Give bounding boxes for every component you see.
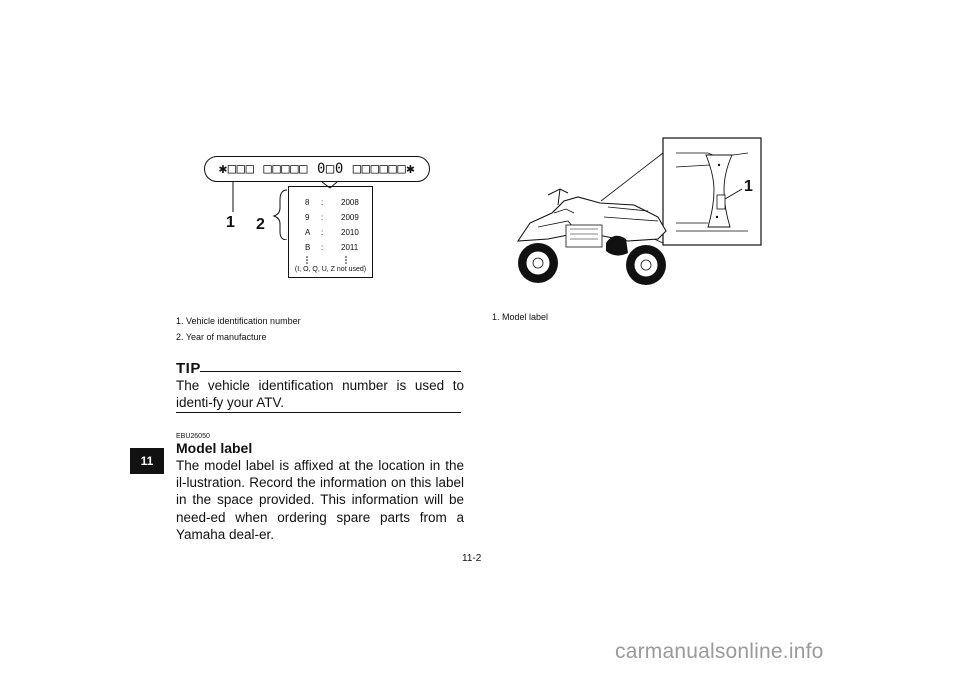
tip-heading: TIP (176, 360, 201, 377)
year-sep: : (321, 198, 324, 207)
atv-callout-1: 1 (744, 178, 753, 195)
vin-pattern-box: ✱□□□ □□□□□ 0□0 □□□□□□✱ (204, 156, 430, 182)
year-code-table (288, 186, 373, 278)
section-body: The model label is affixed at the location in the il-lustration. Record the information on this label in the space provided. This information will be need-ed when ordering spare parts from a Yamaha deal-er. (176, 458, 464, 542)
tip-body: The vehicle identification number is used to identi-fy your ATV. (176, 378, 464, 410)
section-title: Model label (176, 440, 253, 456)
year-value: 2010 (341, 228, 359, 237)
atv-illustration (508, 135, 766, 295)
caption-year: 2. Year of manufacture (176, 332, 267, 342)
caption-vin: 1. Vehicle identification number (176, 316, 301, 326)
year-sep: : (321, 243, 324, 252)
vin-callout-2: 2 (256, 216, 265, 233)
year-code: A (305, 228, 311, 237)
year-table-note: (I, O, Q, U, Z not used) (294, 266, 367, 273)
year-code: B (305, 243, 311, 252)
year-code: 8 (305, 198, 310, 207)
reference-code: EBU26050 (176, 433, 210, 440)
year-sep: : (321, 228, 324, 237)
year-code: 9 (305, 213, 310, 222)
vin-callout-1: 1 (226, 214, 235, 231)
watermark[interactable]: carmanualsonline.info (615, 640, 824, 663)
year-value: 2009 (341, 213, 359, 222)
year-value: 2011 (341, 243, 359, 252)
chapter-tab: 11 (130, 448, 164, 474)
vertical-ellipsis-icon (289, 255, 374, 265)
year-row (289, 213, 372, 225)
page-number: 11-2 (462, 553, 482, 564)
tip-rule (200, 371, 461, 372)
year-row (289, 243, 372, 255)
year-value: 2008 (341, 198, 359, 207)
year-row (289, 198, 372, 210)
year-sep: : (321, 213, 324, 222)
year-row (289, 228, 372, 240)
caption-model-label: 1. Model label (492, 312, 549, 322)
tip-end-rule (176, 412, 461, 413)
